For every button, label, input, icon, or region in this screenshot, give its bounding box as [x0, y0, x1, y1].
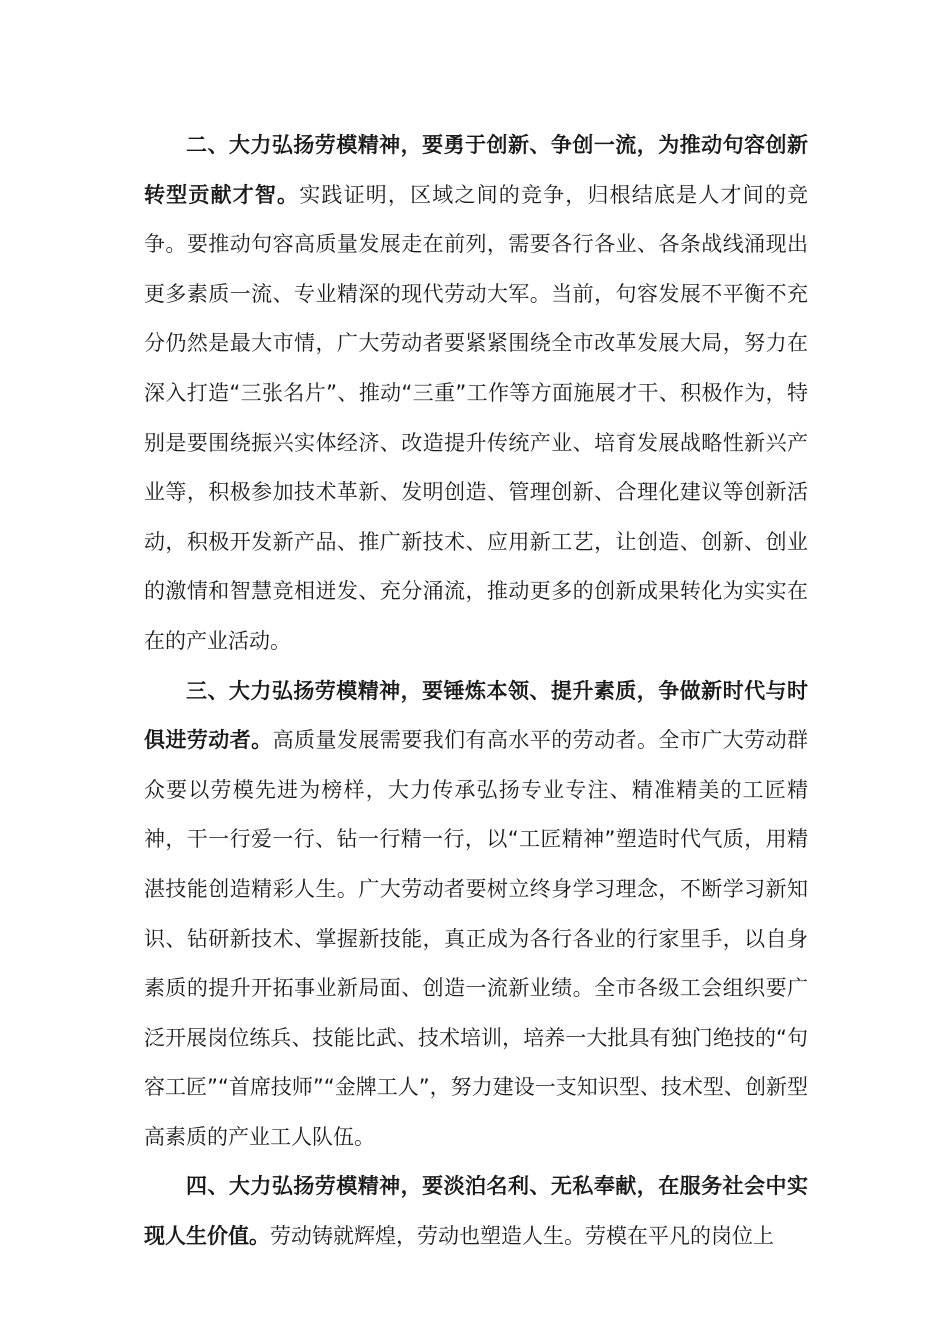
paragraph-4-text: 劳动铸就辉煌，劳动也塑造人生。劳模在平凡的岗位上 — [270, 1224, 774, 1249]
paragraph-2 — [144, 121, 808, 667]
paragraph-2-heading: 二、大力弘扬劳模精神，要勇于创新、争创一流，为推动句容创新转型贡献才智。 — [144, 133, 808, 207]
paragraph-2-text: 实践证明，区域之间的竞争，归根结底是人才间的竞争。要推动句容高质量发展走在前列，需要各行各业、各条战线涌现出更多素质一流、专业精深的现代劳动大军。当前，句容发展不平衡不充分仍然是最大市情，广大劳动者要紧紧围绕全市改革发展大局，努力在深入打造“三张名片”、推动“三重”工作等方面施展才干、积极作为，特别是要围绕振兴实体经济、改造提升传统产业、培育发展战略性新兴产业等，积极参加技术革新、发明创造、管理创新、合理化建议等创新活动，积极开发新产品、推广新技术、应用新工艺，让创造、创新、创业的激情和智慧竞相迸发、充分涌流，推动更多的创新成果转化为实实在在的产业活动。 — [144, 182, 809, 653]
paragraph-4-heading: 四、大力弘扬劳模精神，要淡泊名利、无私奉献，在服务社会中实现人生价值。 — [144, 1174, 808, 1249]
document-body — [144, 121, 808, 1262]
paragraph-3-text: 高质量发展需要我们有高水平的劳动者。全市广大劳动群众要以劳模先进为榜样，大力传承弘扬专业专注、精准精美的工匠精神，干一行爱一行、钻一行精一行，以“工匠精神”塑造时代气质，用精湛技能创造精彩人生。广大劳动者要树立终身学习理念，不断学习新知识、钻研新技术、掌握新技能，真正成为各行各业的行家里手，以自身素质的提升开拓事业新局面、创造一流新业绩。全市各级工会组织要广泛开展岗位练兵、技能比武、技术培训，培养一大批具有独门绝技的“句容工匠”“首席技师”“金牌工人”，努力建设一支知识型、技术型、创新型高素质的产业工人队伍。 — [144, 728, 809, 1149]
paragraph-4 — [144, 1162, 808, 1261]
paragraph-3-heading: 三、大力弘扬劳模精神，要锤炼本领、提升素质，争做新时代与时俱进劳动者。 — [144, 678, 808, 753]
paragraph-3 — [144, 667, 808, 1163]
